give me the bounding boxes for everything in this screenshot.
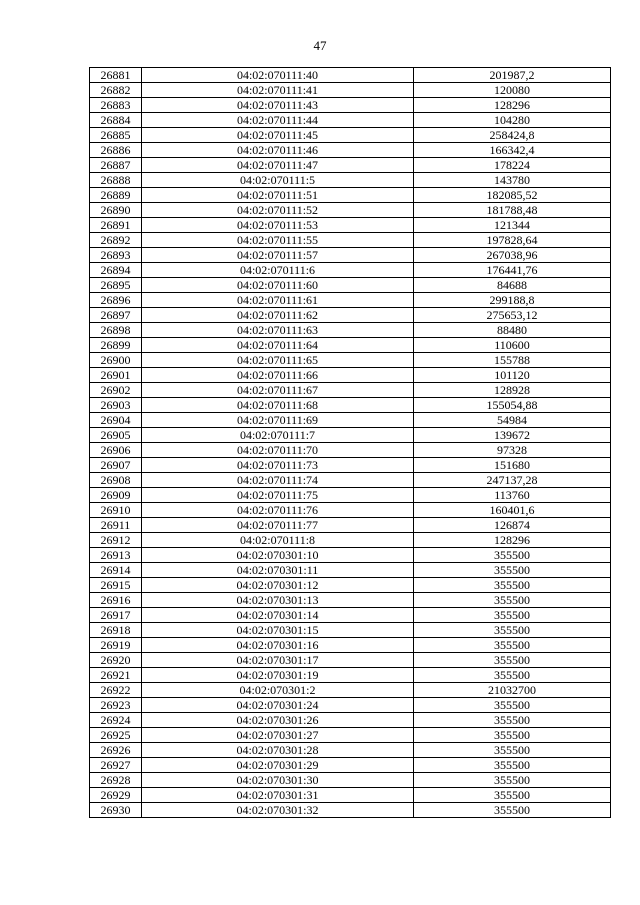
value-cell: 113760 xyxy=(414,488,611,503)
row-number-cell: 26896 xyxy=(90,293,142,308)
row-number-cell: 26925 xyxy=(90,728,142,743)
value-cell: 355500 xyxy=(414,563,611,578)
row-number-cell: 26906 xyxy=(90,443,142,458)
table-row xyxy=(90,143,611,158)
row-number-cell: 26902 xyxy=(90,383,142,398)
cadastral-number-cell: 04:02:070111:69 xyxy=(142,413,414,428)
cadastral-number-cell: 04:02:070111:7 xyxy=(142,428,414,443)
value-cell: 84688 xyxy=(414,278,611,293)
cadastral-number-cell: 04:02:070111:51 xyxy=(142,188,414,203)
row-number-cell: 26929 xyxy=(90,788,142,803)
table-row xyxy=(90,158,611,173)
table-row xyxy=(90,428,611,443)
table-row xyxy=(90,653,611,668)
value-cell: 355500 xyxy=(414,713,611,728)
cadastral-number-cell: 04:02:070111:66 xyxy=(142,368,414,383)
table-row xyxy=(90,548,611,563)
value-cell: 155788 xyxy=(414,353,611,368)
table-row xyxy=(90,698,611,713)
row-number-cell: 26920 xyxy=(90,653,142,668)
table-row xyxy=(90,98,611,113)
row-number-cell: 26914 xyxy=(90,563,142,578)
table-row xyxy=(90,608,611,623)
value-cell: 121344 xyxy=(414,218,611,233)
value-cell: 355500 xyxy=(414,758,611,773)
row-number-cell: 26923 xyxy=(90,698,142,713)
cadastral-number-cell: 04:02:070301:15 xyxy=(142,623,414,638)
row-number-cell: 26894 xyxy=(90,263,142,278)
value-cell: 247137,28 xyxy=(414,473,611,488)
value-cell: 126874 xyxy=(414,518,611,533)
value-cell: 120080 xyxy=(414,83,611,98)
cadastral-number-cell: 04:02:070111:77 xyxy=(142,518,414,533)
row-number-cell: 26885 xyxy=(90,128,142,143)
table-row xyxy=(90,743,611,758)
row-number-cell: 26898 xyxy=(90,323,142,338)
cadastral-number-cell: 04:02:070111:5 xyxy=(142,173,414,188)
cadastral-number-cell: 04:02:070111:41 xyxy=(142,83,414,98)
table-row xyxy=(90,308,611,323)
row-number-cell: 26881 xyxy=(90,68,142,83)
cadastral-number-cell: 04:02:070111:43 xyxy=(142,98,414,113)
table-row xyxy=(90,683,611,698)
cadastral-number-cell: 04:02:070111:68 xyxy=(142,398,414,413)
table-row xyxy=(90,338,611,353)
table-row xyxy=(90,293,611,308)
table-row xyxy=(90,593,611,608)
table-row xyxy=(90,458,611,473)
cadastral-number-cell: 04:02:070111:63 xyxy=(142,323,414,338)
row-number-cell: 26883 xyxy=(90,98,142,113)
cadastral-number-cell: 04:02:070301:30 xyxy=(142,773,414,788)
table-row xyxy=(90,233,611,248)
cadastral-number-cell: 04:02:070111:47 xyxy=(142,158,414,173)
value-cell: 355500 xyxy=(414,608,611,623)
table-row xyxy=(90,248,611,263)
table-row xyxy=(90,68,611,83)
value-cell: 355500 xyxy=(414,653,611,668)
row-number-cell: 26910 xyxy=(90,503,142,518)
row-number-cell: 26886 xyxy=(90,143,142,158)
cadastral-number-cell: 04:02:070111:61 xyxy=(142,293,414,308)
row-number-cell: 26907 xyxy=(90,458,142,473)
value-cell: 104280 xyxy=(414,113,611,128)
row-number-cell: 26905 xyxy=(90,428,142,443)
value-cell: 128296 xyxy=(414,533,611,548)
table-row xyxy=(90,578,611,593)
value-cell: 97328 xyxy=(414,443,611,458)
table-row xyxy=(90,278,611,293)
row-number-cell: 26888 xyxy=(90,173,142,188)
row-number-cell: 26904 xyxy=(90,413,142,428)
cadastral-number-cell: 04:02:070301:26 xyxy=(142,713,414,728)
value-cell: 355500 xyxy=(414,743,611,758)
row-number-cell: 26882 xyxy=(90,83,142,98)
value-cell: 201987,2 xyxy=(414,68,611,83)
value-cell: 21032700 xyxy=(414,683,611,698)
value-cell: 355500 xyxy=(414,788,611,803)
row-number-cell: 26912 xyxy=(90,533,142,548)
cadastral-number-cell: 04:02:070301:24 xyxy=(142,698,414,713)
cadastral-number-cell: 04:02:070301:11 xyxy=(142,563,414,578)
value-cell: 128928 xyxy=(414,383,611,398)
row-number-cell: 26897 xyxy=(90,308,142,323)
row-number-cell: 26884 xyxy=(90,113,142,128)
table-row xyxy=(90,353,611,368)
table-row xyxy=(90,413,611,428)
value-cell: 355500 xyxy=(414,803,611,818)
cadastral-number-cell: 04:02:070111:60 xyxy=(142,278,414,293)
value-cell: 355500 xyxy=(414,668,611,683)
row-number-cell: 26893 xyxy=(90,248,142,263)
table-row xyxy=(90,128,611,143)
value-cell: 258424,8 xyxy=(414,128,611,143)
table-row xyxy=(90,443,611,458)
cadastral-number-cell: 04:02:070111:55 xyxy=(142,233,414,248)
value-cell: 128296 xyxy=(414,98,611,113)
row-number-cell: 26899 xyxy=(90,338,142,353)
cadastral-number-cell: 04:02:070301:19 xyxy=(142,668,414,683)
row-number-cell: 26895 xyxy=(90,278,142,293)
cadastral-number-cell: 04:02:070111:57 xyxy=(142,248,414,263)
table-row xyxy=(90,638,611,653)
cadastral-number-cell: 04:02:070301:2 xyxy=(142,683,414,698)
cadastral-number-cell: 04:02:070301:28 xyxy=(142,743,414,758)
row-number-cell: 26916 xyxy=(90,593,142,608)
row-number-cell: 26900 xyxy=(90,353,142,368)
row-number-cell: 26928 xyxy=(90,773,142,788)
table-row xyxy=(90,788,611,803)
table-row xyxy=(90,623,611,638)
table-row xyxy=(90,368,611,383)
table-body xyxy=(90,68,611,818)
table-row xyxy=(90,218,611,233)
row-number-cell: 26918 xyxy=(90,623,142,638)
value-cell: 182085,52 xyxy=(414,188,611,203)
cadastral-number-cell: 04:02:070301:13 xyxy=(142,593,414,608)
row-number-cell: 26903 xyxy=(90,398,142,413)
table-row xyxy=(90,713,611,728)
value-cell: 176441,76 xyxy=(414,263,611,278)
table-row xyxy=(90,473,611,488)
value-cell: 355500 xyxy=(414,638,611,653)
row-number-cell: 26927 xyxy=(90,758,142,773)
value-cell: 197828,64 xyxy=(414,233,611,248)
cadastral-number-cell: 04:02:070301:32 xyxy=(142,803,414,818)
value-cell: 110600 xyxy=(414,338,611,353)
cadastral-number-cell: 04:02:070111:44 xyxy=(142,113,414,128)
value-cell: 101120 xyxy=(414,368,611,383)
value-cell: 267038,96 xyxy=(414,248,611,263)
value-cell: 355500 xyxy=(414,623,611,638)
cadastral-number-cell: 04:02:070111:53 xyxy=(142,218,414,233)
row-number-cell: 26887 xyxy=(90,158,142,173)
table-row xyxy=(90,803,611,818)
value-cell: 178224 xyxy=(414,158,611,173)
value-cell: 155054,88 xyxy=(414,398,611,413)
cadastral-number-cell: 04:02:070111:76 xyxy=(142,503,414,518)
cadastral-number-cell: 04:02:070111:65 xyxy=(142,353,414,368)
row-number-cell: 26908 xyxy=(90,473,142,488)
row-number-cell: 26921 xyxy=(90,668,142,683)
cadastral-number-cell: 04:02:070111:73 xyxy=(142,458,414,473)
table-row xyxy=(90,323,611,338)
table-row xyxy=(90,188,611,203)
row-number-cell: 26917 xyxy=(90,608,142,623)
table-row xyxy=(90,173,611,188)
row-number-cell: 26901 xyxy=(90,368,142,383)
value-cell: 355500 xyxy=(414,578,611,593)
cadastral-number-cell: 04:02:070301:12 xyxy=(142,578,414,593)
data-table xyxy=(89,67,611,818)
value-cell: 151680 xyxy=(414,458,611,473)
value-cell: 355500 xyxy=(414,548,611,563)
row-number-cell: 26924 xyxy=(90,713,142,728)
cadastral-number-cell: 04:02:070111:62 xyxy=(142,308,414,323)
row-number-cell: 26892 xyxy=(90,233,142,248)
cadastral-number-cell: 04:02:070111:6 xyxy=(142,263,414,278)
cadastral-number-cell: 04:02:070111:52 xyxy=(142,203,414,218)
value-cell: 299188,8 xyxy=(414,293,611,308)
table-row xyxy=(90,488,611,503)
cadastral-number-cell: 04:02:070301:27 xyxy=(142,728,414,743)
table-row xyxy=(90,533,611,548)
row-number-cell: 26913 xyxy=(90,548,142,563)
cadastral-number-cell: 04:02:070301:10 xyxy=(142,548,414,563)
cadastral-number-cell: 04:02:070111:8 xyxy=(142,533,414,548)
cadastral-number-cell: 04:02:070301:17 xyxy=(142,653,414,668)
table-row xyxy=(90,398,611,413)
value-cell: 181788,48 xyxy=(414,203,611,218)
row-number-cell: 26909 xyxy=(90,488,142,503)
value-cell: 275653,12 xyxy=(414,308,611,323)
value-cell: 166342,4 xyxy=(414,143,611,158)
row-number-cell: 26890 xyxy=(90,203,142,218)
value-cell: 355500 xyxy=(414,728,611,743)
value-cell: 54984 xyxy=(414,413,611,428)
table-row xyxy=(90,263,611,278)
row-number-cell: 26922 xyxy=(90,683,142,698)
cadastral-number-cell: 04:02:070111:67 xyxy=(142,383,414,398)
cadastral-number-cell: 04:02:070111:74 xyxy=(142,473,414,488)
table-row xyxy=(90,203,611,218)
row-number-cell: 26930 xyxy=(90,803,142,818)
page-number: 47 xyxy=(313,38,327,53)
value-cell: 139672 xyxy=(414,428,611,443)
table-row xyxy=(90,668,611,683)
row-number-cell: 26926 xyxy=(90,743,142,758)
row-number-cell: 26915 xyxy=(90,578,142,593)
cadastral-number-cell: 04:02:070301:29 xyxy=(142,758,414,773)
cadastral-number-cell: 04:02:070111:45 xyxy=(142,128,414,143)
value-cell: 143780 xyxy=(414,173,611,188)
cadastral-number-cell: 04:02:070301:14 xyxy=(142,608,414,623)
value-cell: 355500 xyxy=(414,593,611,608)
value-cell: 355500 xyxy=(414,773,611,788)
cadastral-number-cell: 04:02:070301:16 xyxy=(142,638,414,653)
table-row xyxy=(90,383,611,398)
table-row xyxy=(90,728,611,743)
value-cell: 355500 xyxy=(414,698,611,713)
row-number-cell: 26911 xyxy=(90,518,142,533)
table-row xyxy=(90,518,611,533)
value-cell: 160401,6 xyxy=(414,503,611,518)
table-row xyxy=(90,113,611,128)
table-row xyxy=(90,563,611,578)
cadastral-number-cell: 04:02:070111:70 xyxy=(142,443,414,458)
table-row xyxy=(90,503,611,518)
value-cell: 88480 xyxy=(414,323,611,338)
row-number-cell: 26919 xyxy=(90,638,142,653)
cadastral-number-cell: 04:02:070111:40 xyxy=(142,68,414,83)
cadastral-number-cell: 04:02:070111:75 xyxy=(142,488,414,503)
cadastral-number-cell: 04:02:070301:31 xyxy=(142,788,414,803)
cadastral-number-cell: 04:02:070111:64 xyxy=(142,338,414,353)
cadastral-number-cell: 04:02:070111:46 xyxy=(142,143,414,158)
table-row xyxy=(90,758,611,773)
table-row xyxy=(90,83,611,98)
table-row xyxy=(90,773,611,788)
row-number-cell: 26889 xyxy=(90,188,142,203)
row-number-cell: 26891 xyxy=(90,218,142,233)
